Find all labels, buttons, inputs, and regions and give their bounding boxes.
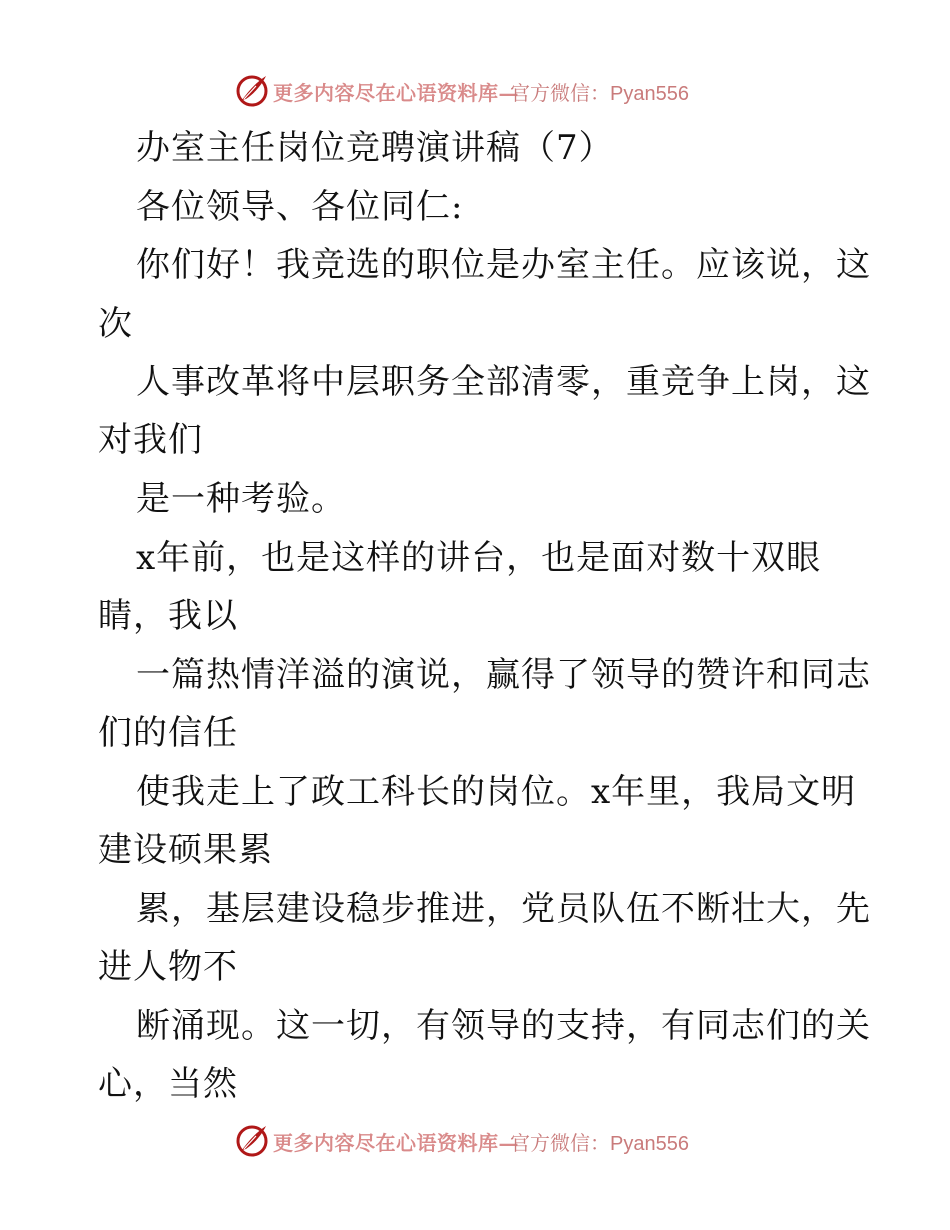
- text-line: 使我走上了政工科长的岗位。x年里，我局文明: [136, 772, 857, 812]
- quill-pen-logo-icon: [234, 1122, 270, 1158]
- brand-text: 更多内容尽在心语资料库—: [273, 1131, 519, 1155]
- wechat-id: Pyan556: [610, 1133, 689, 1155]
- document-title: 办室主任岗位竞聘演讲稿（7）: [136, 128, 614, 168]
- wechat-id: Pyan556: [610, 83, 689, 105]
- footer-watermark: [0, 1120, 950, 1160]
- text-line: 进人物不: [98, 947, 238, 987]
- brand-text: 更多内容尽在心语资料库—: [273, 81, 519, 105]
- text-line: 心，当然: [98, 1064, 238, 1104]
- text-line: 们的信任: [98, 713, 238, 753]
- text-line: 建设硕果累: [98, 830, 273, 870]
- text-line: 是一种考验。: [136, 479, 346, 519]
- wechat-label: 官方微信：: [510, 1131, 610, 1155]
- text-line: 累，基层建设稳步推进，党员队伍不断壮大，先: [136, 889, 871, 929]
- text-line: 一篇热情洋溢的演说，赢得了领导的赞许和同志: [136, 655, 871, 695]
- text-line: 人事改革将中层职务全部清零，重竞争上岗，这: [136, 362, 871, 402]
- text-line: 断涌现。这一切，有领导的支持，有同志们的关: [136, 1006, 871, 1046]
- text-line: 对我们: [98, 420, 203, 460]
- greeting: 各位领导、各位同仁:: [136, 187, 464, 227]
- wechat-label: 官方微信：: [510, 81, 610, 105]
- wechat-contact: [510, 1127, 689, 1156]
- text-line: x年前，也是这样的讲台，也是面对数十双眼: [136, 538, 822, 578]
- text-line: 次: [98, 304, 133, 344]
- text-line: 你们好！我竞选的职位是办室主任。应该说，这: [136, 245, 871, 285]
- text-line: 睛，我以: [98, 596, 238, 636]
